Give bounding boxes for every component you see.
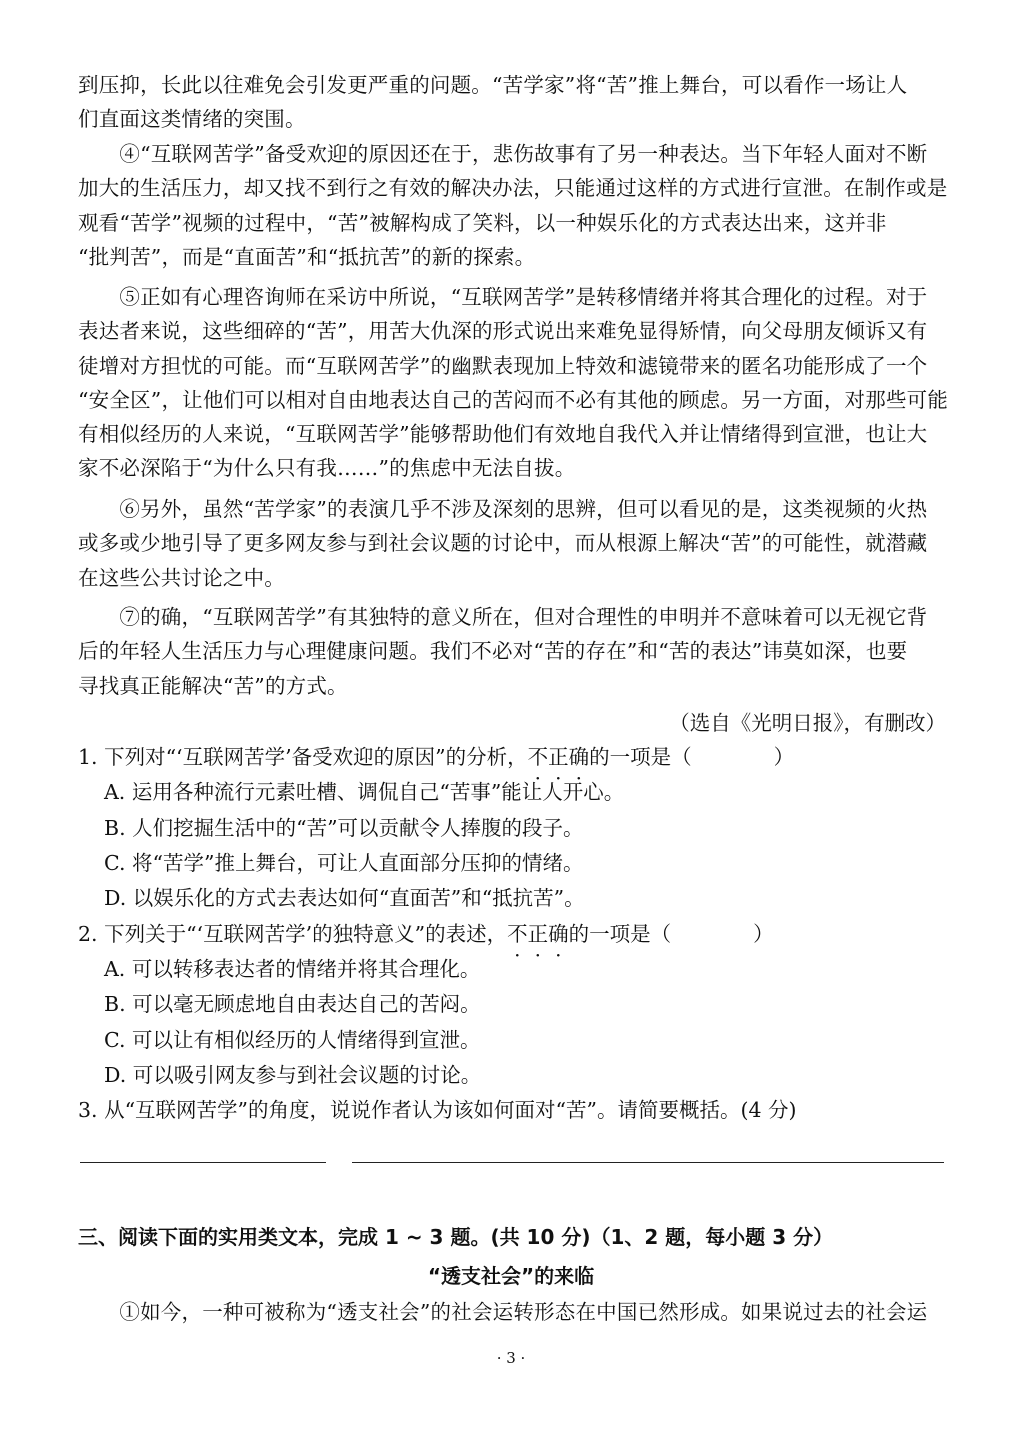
text-line: ⑦的确，“互联网苦学”有其独特的意义所在，但对合理性的申明并不意味着可以无视它背 (78, 605, 928, 629)
text-line: ④“互联网苦学”备受欢迎的原因还在于，悲伤故事有了另一种表达。当下年轻人面对不断 (78, 142, 928, 166)
question-1 (78, 740, 794, 774)
emphasis-char: 不 (507, 922, 528, 946)
text-line: ⑤正如有心理咨询师在采访中所说，“互联网苦学”是转移情绪并将其合理化的过程。对于 (78, 285, 928, 309)
text-line: 家不必深陷于“为什么只有我……”的焦虑中无法自拔。 (78, 456, 576, 481)
paragraph-6 (78, 492, 948, 595)
answer-line-right (352, 1162, 944, 1163)
emphasis-char: 正 (527, 922, 549, 946)
question-1-stem: 1. 下列对“‘互联网苦学’备受欢迎的原因”的分析， (78, 745, 528, 769)
answer-line-left (80, 1162, 326, 1163)
text-line: 徒增对方担忧的可能。而“互联网苦学”的幽默表现加上特效和滤镜带来的匿名功能形成了一个 (78, 353, 928, 378)
question-1-tail: 的一项是（ ） (589, 745, 795, 769)
page-number: · 3 · (496, 1349, 526, 1367)
emphasis-char: 确 (568, 745, 590, 769)
text-line: ⑥另外，虽然“苦学家”的表演几乎不涉及深刻的思辨，但可以看见的是，这类视频的火热 (78, 497, 928, 521)
q2-option-b: B. 可以毫无顾虑地自由表达自己的苦闷。 (104, 992, 481, 1016)
q1-option-b: B. 人们挖掘生活中的“苦”可以贡献令人捧腹的段子。 (104, 816, 584, 840)
section-3-heading: 三、阅读下面的实用类文本，完成 1 ~ 3 题。(共 10 分)（1、2 题，每小题 3 分） (78, 1225, 834, 1249)
emphasis-char: 正 (548, 745, 569, 769)
text-line: 有相似经历的人来说，“互联网苦学”能够帮助他们有效地自我代入并让情绪得到宣泄，也让大 (78, 422, 928, 447)
section-3-first-paragraph (78, 1295, 948, 1329)
article-title: “透支社会”的来临 (427, 1264, 595, 1288)
q1-option-d: D. 以娱乐化的方式去表达如何“直面苦”和“抵抗苦”。 (104, 886, 585, 910)
q2-option-d: D. 可以吸引网友参与到社会议题的讨论。 (104, 1063, 482, 1087)
question-2-tail: 的一项是（ ） (568, 922, 774, 946)
question-2 (78, 917, 774, 951)
emphasis-char: 不 (527, 745, 549, 769)
emphasis-char: 确 (548, 922, 569, 946)
paragraph-5 (78, 280, 948, 486)
q1-option-a: A. 运用各种流行元素吐槽、调侃自己“苦事”能让人开心。 (104, 780, 625, 804)
text-line: 后的年轻人生活压力与心理健康问题。我们不必对“苦的存在”和“苦的表达”讳莫如深，也要 (78, 639, 908, 664)
question-3: 3. 从“互联网苦学”的角度，说说作者认为该如何面对“苦”。请简要概括。(4 分) (78, 1098, 797, 1122)
q2-option-c: C. 可以让有相似经历的人情绪得到宣泄。 (104, 1028, 481, 1052)
text-line: 们直面这类情绪的突围。 (78, 107, 306, 132)
text-line: 加大的生活压力，却又找不到行之有效的解决办法，只能通过这样的方式进行宣泄。在制作或是 (78, 176, 948, 201)
question-2-stem: 2. 下列关于“‘互联网苦学’的独特意义”的表述， (78, 922, 508, 946)
text-line: 表达者来说，这些细碎的“苦”，用苦大仇深的形式说出来难免显得矫情，向父母朋友倾诉又有 (78, 319, 928, 344)
text-line: 寻找真正能解决“苦”的方式。 (78, 673, 348, 698)
text-line: “批判苦”，而是“直面苦”和“抵抗苦”的新的探索。 (78, 244, 536, 269)
text-line: 或多或少地引导了更多网友参与到社会议题的讨论中，而从根源上解决“苦”的可能性，就潜藏 (78, 531, 928, 556)
text-line: ①如今，一种可被称为“透支社会”的社会运转形态在中国已然形成。如果说过去的社会运 (78, 1300, 928, 1324)
text-line: 观看“苦学”视频的过程中，“苦”被解构成了笑料，以一种娱乐化的方式表达出来，这并非 (78, 210, 887, 235)
paragraph-7 (78, 600, 948, 703)
text-line: “安全区”，让他们可以相对自由地表达自己的苦闷而不必有其他的顾虑。另一方面，对那些可能 (78, 387, 949, 412)
q1-option-c: C. 将“苦学”推上舞台，可让人直面部分压抑的情绪。 (104, 851, 584, 875)
text-line: 在这些公共讨论之中。 (78, 565, 285, 590)
paragraph-4 (78, 137, 948, 274)
article-source: （选自《光明日报》，有删改） (669, 711, 946, 735)
q2-option-a: A. 可以转移表达者的情绪并将其合理化。 (104, 957, 481, 981)
paragraph-3-end (78, 68, 948, 137)
text-line: 到压抑，长此以往难免会引发更严重的问题。“苦学家”将“苦”推上舞台，可以看作一场让人 (78, 73, 908, 97)
